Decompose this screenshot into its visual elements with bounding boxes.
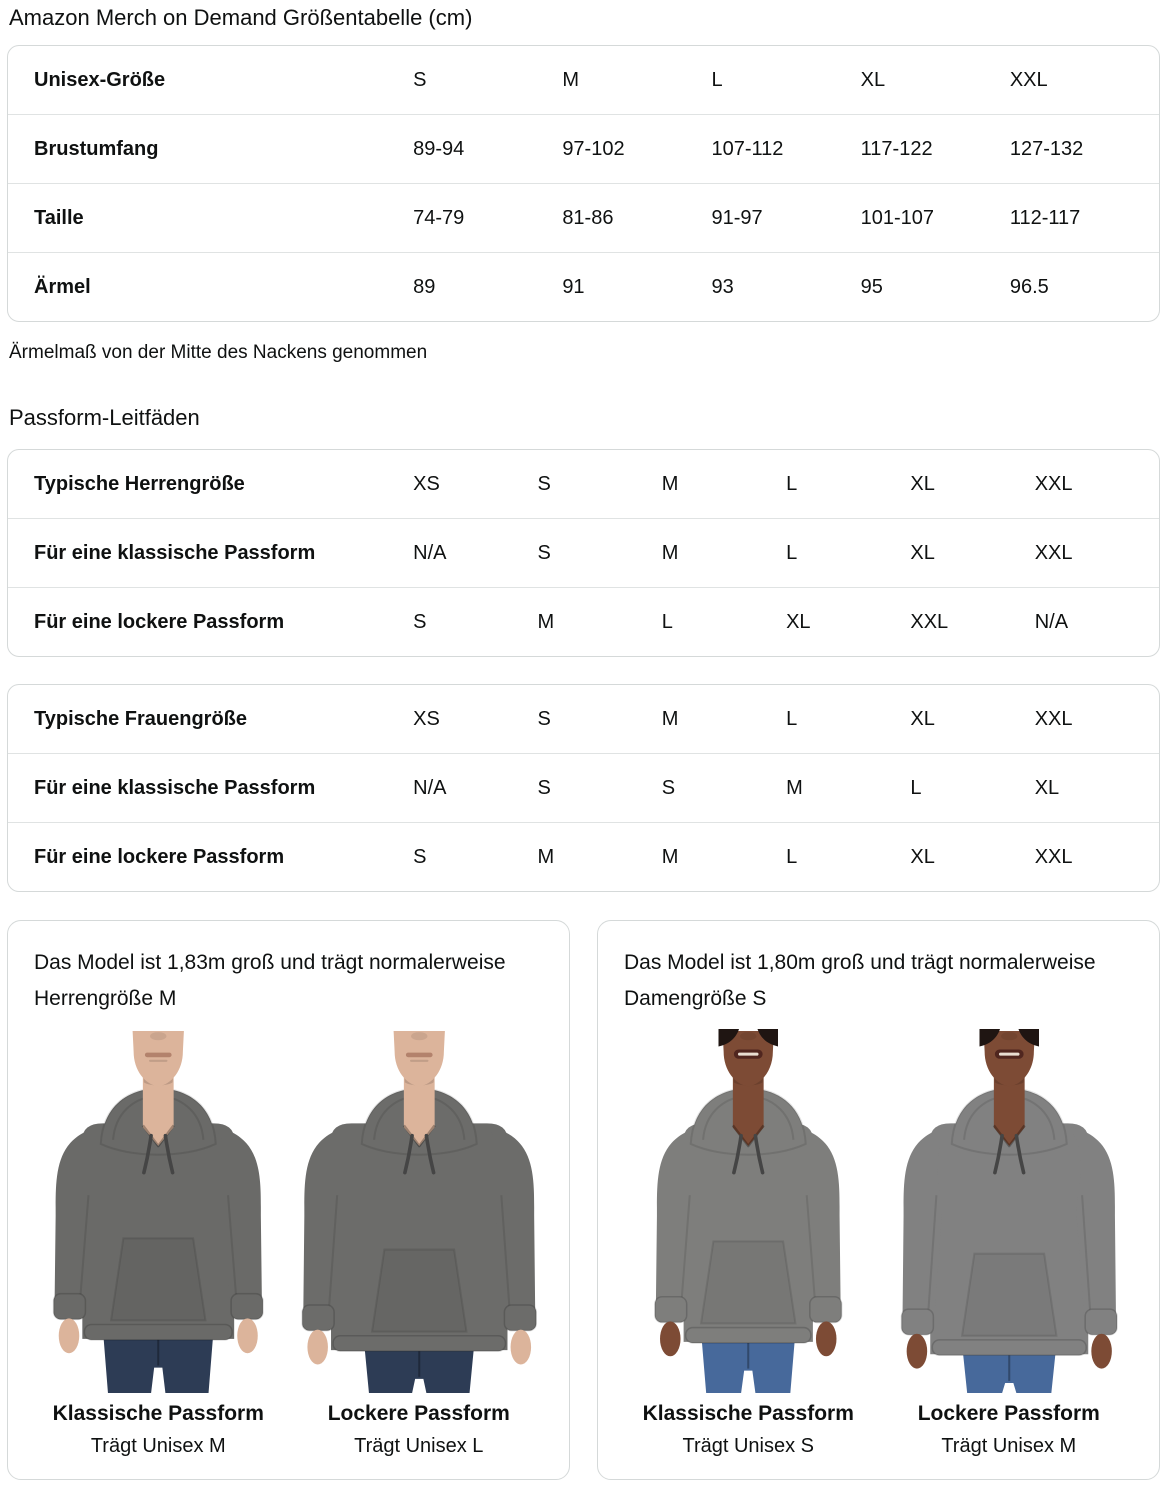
col-header: XS [413,707,440,730]
size-cell: S [537,541,551,564]
table-header-row [8,685,1159,753]
men-fit-table [7,449,1160,657]
col-header: XXL [1034,707,1073,730]
row-label: Für eine klassische Passform [34,541,316,564]
col-header: XS [413,472,440,495]
size-cell: XL [786,610,811,633]
col-header: XL [910,472,935,495]
model-photo [30,1029,287,1393]
size-cell: XL [910,541,935,564]
size-cell: 89 [413,275,436,298]
fit-title: Lockere Passform [327,1402,510,1426]
size-cell: L [786,845,798,868]
size-cell: M [661,845,679,868]
size-cell: N/A [413,776,447,799]
row-label: Typische Herrengröße [34,472,245,495]
size-cell: 97-102 [562,137,625,160]
col-header: L [711,68,723,91]
fit-subtitle: Trägt Unisex S [682,1435,815,1458]
row-label: Brustumfang [34,137,159,160]
model-cards [7,920,1160,1490]
model-description: Das Model ist 1,80m groß und trägt normalerweise Damengröße S [624,951,1096,1010]
size-cell: XL [1034,776,1060,799]
unisex-size-table [7,45,1160,322]
model-card-women [597,920,1160,1480]
size-cell: XXL [1034,541,1073,564]
size-cell: S [537,776,551,799]
size-cell: S [661,776,676,799]
col-header: XL [860,68,886,91]
women-fit-table [7,684,1160,892]
col-header: L [786,472,798,495]
fit-title: Klassische Passform [52,1402,264,1426]
fit-subtitle: Trägt Unisex M [941,1435,1077,1458]
size-cell: 89-94 [413,137,465,160]
table-row [8,753,1159,822]
col-header: L [786,707,798,730]
size-cell: N/A [413,541,447,564]
model-photo [291,1029,548,1393]
row-label: Ärmel [34,275,91,298]
model-description: Das Model ist 1,83m groß und trägt normalerweise Herrengröße M [34,951,506,1010]
size-cell: 127-132 [1009,137,1084,160]
model-figures [620,1029,1137,1459]
model-figure [291,1029,548,1459]
col-header: M [661,707,679,730]
size-cell: 101-107 [860,206,935,229]
fit-subtitle: Trägt Unisex M [90,1435,226,1458]
size-cell: N/A [1034,610,1069,633]
model-figures [30,1029,547,1459]
row-label: Taille [34,206,84,229]
row-label: Für eine lockere Passform [34,845,285,868]
size-cell: 91-97 [711,206,763,229]
table-row [8,114,1159,183]
size-cell: 95 [860,275,883,298]
fit-title: Klassische Passform [642,1402,854,1426]
size-cell: XL [910,845,935,868]
fit-title: Lockere Passform [917,1402,1100,1426]
size-cell: XXL [910,610,949,633]
col-header: XL [910,707,935,730]
size-cell: 91 [562,275,585,298]
size-cell: 96.5 [1009,275,1049,298]
size-cell: 107-112 [711,137,784,160]
size-cell: M [786,776,803,799]
model-photo [881,1029,1138,1393]
size-cell: 81-86 [562,206,614,229]
size-cell: M [537,610,555,633]
model-figure [881,1029,1138,1459]
size-cell: S [413,610,427,633]
fit-subtitle: Trägt Unisex L [354,1435,484,1458]
fit-guides-heading: Passform-Leitfäden [9,405,200,430]
row-label: Für eine lockere Passform [34,610,285,633]
size-cell: M [661,541,679,564]
size-cell: M [537,845,555,868]
model-figure [620,1029,877,1459]
size-cell: L [910,776,922,799]
size-cell: 112-117 [1009,206,1081,229]
table-row [8,822,1159,891]
model-figure [30,1029,287,1459]
model-photo [620,1029,877,1393]
col-header: XXL [1034,472,1073,495]
row-label: Typische Frauengröße [34,707,248,730]
size-cell: S [413,845,427,868]
col-header: S [413,68,427,91]
col-header: M [661,472,679,495]
table-row [8,587,1159,656]
col-header: XXL [1009,68,1048,91]
size-cell: L [661,610,673,633]
sleeve-measure-note: Ärmelmaß von der Mitte des Nackens genommen [9,342,428,363]
table-header-row [8,46,1159,114]
row-label: Für eine klassische Passform [34,776,316,799]
table-row [8,518,1159,587]
col-header: S [537,472,551,495]
table-header-row [8,450,1159,518]
size-cell: 93 [711,275,734,298]
table-row [8,252,1159,321]
size-cell: XXL [1034,845,1073,868]
col-header: M [562,68,579,91]
table-row [8,183,1159,252]
row-label: Unisex-Größe [34,68,166,91]
size-cell: L [786,541,798,564]
size-cell: 117-122 [860,137,933,160]
col-header: S [537,707,551,730]
page-title: Amazon Merch on Demand Größentabelle (cm) [9,5,473,30]
model-card-men [7,920,570,1480]
size-cell: 74-79 [413,206,465,229]
